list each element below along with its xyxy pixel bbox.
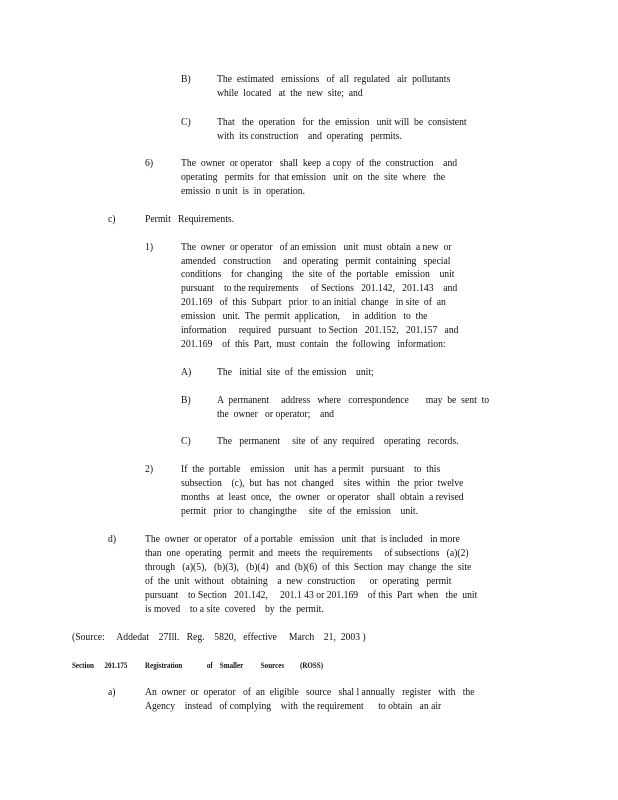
- paragraph-line: The permanent site of any required operating records.: [217, 436, 459, 447]
- section-heading: Section 201.175 Registration of Smaller Sources (ROSS): [72, 660, 324, 670]
- item-label: a): [108, 687, 116, 698]
- paragraph-line: The estimated emissions of all regulated air pollutants: [217, 74, 451, 85]
- item-label: B): [181, 395, 191, 406]
- paragraph-line: A permanent address where correspondence may be sent to: [217, 395, 490, 406]
- paragraph-line: The owner or operator of a portable emission unit that is included in more: [145, 534, 460, 545]
- paragraph-line: information required pursuant to Section 201.152, 201.157 and: [181, 325, 459, 336]
- paragraph-line: is moved to a site covered by the permit.: [145, 604, 324, 615]
- paragraph-line: conditions for changing the site of the portable emission unit: [181, 269, 455, 280]
- item-label: 6): [145, 158, 154, 169]
- paragraph-line: the owner or operator; and: [217, 409, 335, 420]
- item-label: c): [108, 214, 116, 225]
- paragraph-line: operating permits for that emission unit on the site where the: [181, 172, 446, 183]
- paragraph-line: pursuant to the requirements of Sections 201.142, 201.143 and: [181, 283, 458, 294]
- item-label: A): [181, 367, 192, 378]
- item-label: d): [108, 534, 117, 545]
- paragraph-line: Agency instead of complying with the requirement to obtain an air: [145, 701, 442, 712]
- paragraph-line: 201.169 of this Part, must contain the following information:: [181, 339, 446, 350]
- paragraph-line: subsection (c), but has not changed sites within the prior twelve: [181, 478, 464, 489]
- paragraph-line: 201.169 of this Subpart prior to an initial change in site of an: [181, 297, 446, 308]
- source-note: (Source: Addedat 27Ill. Reg. 5820, effective March 21, 2003 ): [72, 632, 366, 643]
- paragraph-line: months at least once, the owner or operator shall obtain a revised: [181, 492, 464, 503]
- paragraph-line: emissio n unit is in operation.: [181, 186, 306, 197]
- item-label: 1): [145, 242, 154, 253]
- paragraph-line: while located at the new site; and: [217, 88, 363, 99]
- paragraph-line: That the operation for the emission unit will be consistent: [217, 117, 467, 128]
- paragraph-line: amended construction and operating permit containing special: [181, 256, 451, 267]
- item-label: C): [181, 117, 191, 128]
- paragraph-line: with its construction and operating permits.: [217, 131, 402, 142]
- paragraph-line: emission unit. The permit application, in addition to the: [181, 311, 428, 322]
- paragraph-line: pursuant to Section 201.142, 201.1 43 or 201.169 of this Part when the unit: [145, 590, 478, 601]
- paragraph-line: The initial site of the emission unit;: [217, 367, 374, 378]
- paragraph-line: The owner or operator shall keep a copy of the construction and: [181, 158, 458, 169]
- paragraph-line: of the unit without obtaining a new construction or operating permit: [145, 576, 452, 587]
- item-label: 2): [145, 464, 154, 475]
- paragraph-line: than one operating permit and meets the requirements of subsections (a)(2): [145, 548, 469, 559]
- item-label: B): [181, 74, 191, 85]
- item-label: C): [181, 436, 191, 447]
- paragraph-line: permit prior to changingthe site of the emission unit.: [181, 506, 418, 517]
- paragraph-line: The owner or operator of an emission unit must obtain a new or: [181, 242, 452, 253]
- paragraph-line: If the portable emission unit has a permit pursuant to this: [181, 464, 441, 475]
- paragraph-line: through (a)(5), (b)(3), (b)(4) and (b)(6) of this Section may change the site: [145, 562, 472, 573]
- paragraph-line: An owner or operator of an eligible source shal l annually register with the: [145, 687, 475, 698]
- subsection-title: Permit Requirements.: [145, 214, 235, 225]
